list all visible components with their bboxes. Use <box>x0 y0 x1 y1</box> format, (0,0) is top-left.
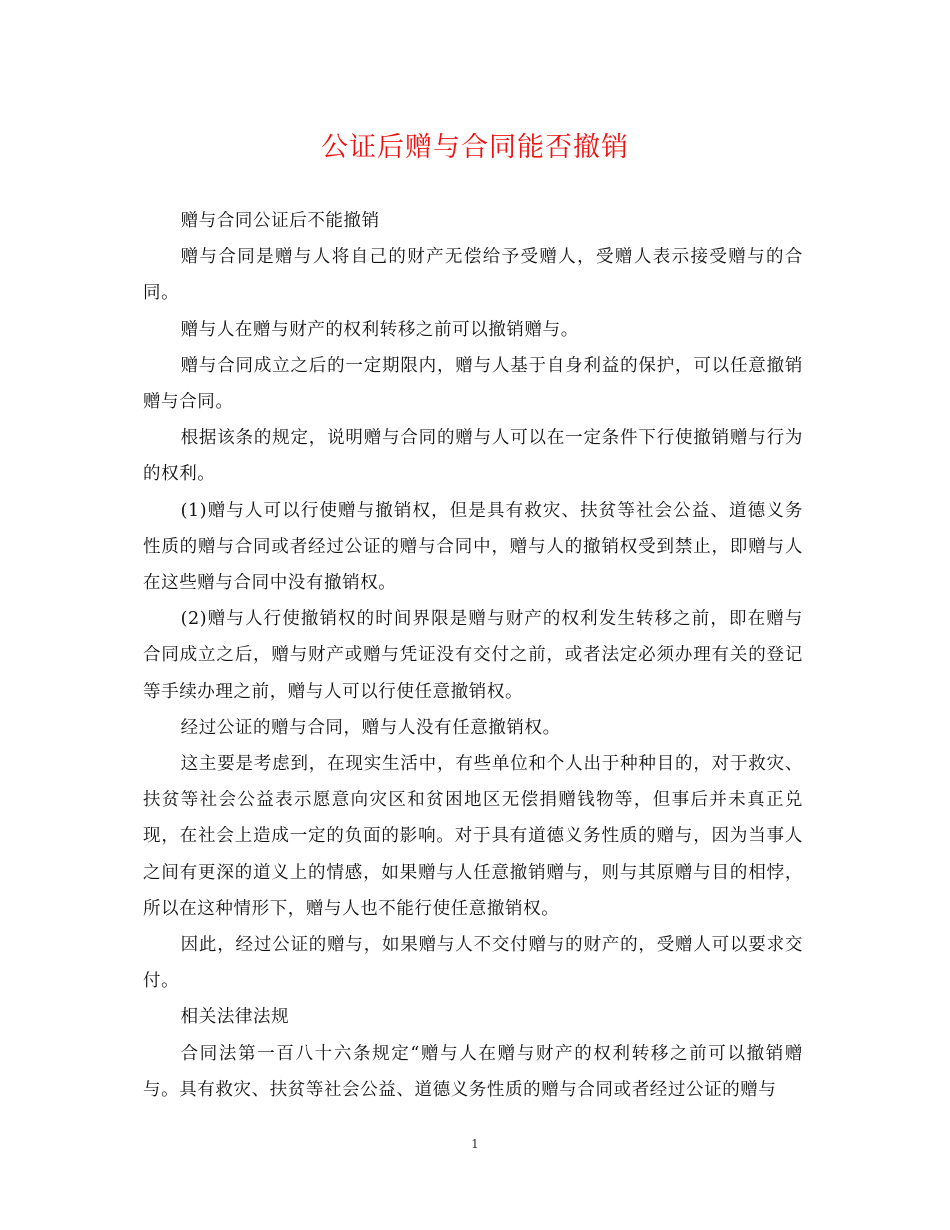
paragraph: (2)赠与人行使撤销权的时间界限是赠与财产的权利发生转移之前，即在赠与合同成立之后，赠与财产或赠与凭证没有交付之前，或者法定必须办理有关的登记等手续办理之前，赠与人可以行使任意撤销权。 <box>143 609 803 702</box>
section-heading: 相关法律法规 <box>180 1007 290 1028</box>
paragraph: 经过公证的赠与合同，赠与人没有任意撤销权。 <box>180 717 561 738</box>
document-body <box>143 203 803 1108</box>
paragraph: 赠与合同成立之后的一定期限内，赠与人基于自身利益的保护，可以任意撤销赠与合同。 <box>143 355 803 413</box>
paragraph: 赠与合同是赠与人将自己的财产无偿给予受赠人，受赠人表示接受赠与的合同。 <box>143 247 803 304</box>
document-title: 公证后赠与合同能否撤销 <box>321 132 629 163</box>
paragraph: 赠与人在赠与财产的权利转移之前可以撤销赠与。 <box>180 319 579 340</box>
paragraph: (1)赠与人可以行使赠与撤销权，但是具有救灾、扶贫等社会公益、道德义务性质的赠与合同或者经过公证的赠与合同中，赠与人的撤销权受到禁止，即赠与人在这些赠与合同中没有撤销权。 <box>143 500 803 594</box>
paragraph: 根据该条的规定，说明赠与合同的赠与人可以在一定条件下行使撤销赠与行为的权利。 <box>143 428 803 485</box>
paragraph: 这主要是考虑到，在现实生活中，有些单位和个人出于种种目的，对于救灾、扶贫等社会公益表示愿意向灾区和贫困地区无偿捐赠钱物等，但事后并未真正兑现，在社会上造成一定的负面的影响。对于具有道德义务性质的赠与，因为当事人之间有更深的道义上的情感，如果赠与人任意撤销赠与，则与其原赠与目的相悖，所以在这种情形下，赠与人也不能行使任意撤销权。 <box>143 754 803 919</box>
paragraph: 合同法第一百八十六条规定“赠与人在赠与财产的权利转移之前可以撤销赠与。具有救灾、扶贫等社会公益、道德义务性质的赠与合同或者经过公证的赠与 <box>143 1043 803 1100</box>
paragraph: 因此，经过公证的赠与，如果赠与人不交付赠与的财产的，受赠人可以要求交付。 <box>143 935 803 992</box>
paragraph: 赠与合同公证后不能撤销 <box>180 211 380 231</box>
page-number: 1 <box>471 1137 479 1151</box>
